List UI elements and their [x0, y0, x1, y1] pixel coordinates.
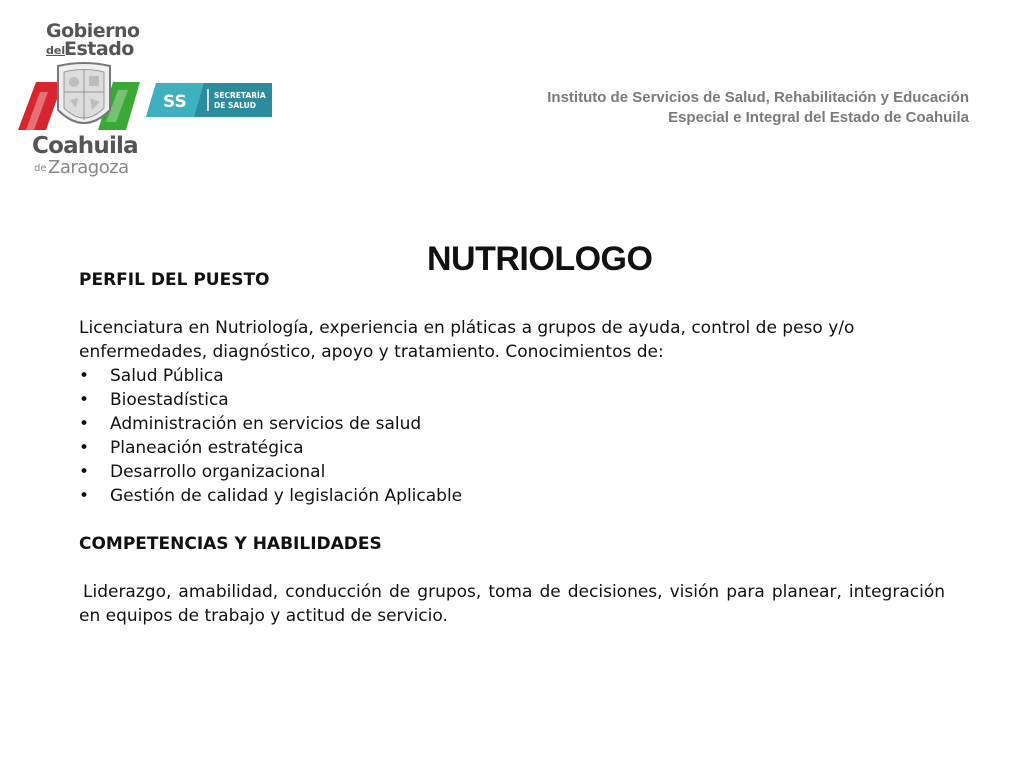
logo-estado: Estado [64, 38, 134, 60]
profile-description: Licenciatura en Nutriología, experiencia en pláticas a grupos de ayuda, control de peso y/o enfermedades, diagnóstico, apoyo y tratamiento. Conocimientos de: [79, 318, 855, 362]
page-title: NUTRIOLOGO [427, 240, 653, 278]
competencies-text: Liderazgo, amabilidad, conducción de grupos, toma de decisiones, visión para planear, integración en equipos de trabajo y actitud de servicio. [79, 582, 945, 626]
logo-zaragoza: Zaragoza [48, 157, 129, 178]
competencies-heading: COMPETENCIAS Y HABILIDADES [79, 534, 382, 554]
institute-line2: Especial e Integral del Estado de Coahuila [668, 109, 969, 126]
secretaria-line1: SECRETARÍA [214, 91, 266, 100]
list-item: • Bioestadística [79, 388, 945, 412]
institute-name [547, 88, 969, 128]
list-item: • Gestión de calidad y legislación Aplicable [79, 484, 945, 508]
logo-del: del [46, 44, 66, 57]
government-logo [18, 18, 278, 183]
job-description [79, 268, 945, 628]
coat-of-arms-icon [18, 62, 150, 134]
logo-gobierno: Gobierno [46, 20, 140, 42]
secretaria-salud-badge [146, 83, 272, 117]
profile-heading: PERFIL DEL PUESTO [79, 270, 270, 290]
list-item: • Salud Pública [79, 364, 945, 388]
list-item: • Administración en servicios de salud [79, 412, 945, 436]
list-item: • Planeación estratégica [79, 436, 945, 460]
logo-coahuila: Coahuila [32, 133, 138, 159]
institute-line1: Instituto de Servicios de Salud, Rehabilitación y Educación [547, 89, 969, 106]
ss-label: SS [163, 92, 187, 112]
list-item: • Desarrollo organizacional [79, 460, 945, 484]
knowledge-list [79, 364, 945, 508]
secretaria-line2: DE SALUD [214, 101, 256, 110]
logo-de: de [34, 163, 47, 174]
